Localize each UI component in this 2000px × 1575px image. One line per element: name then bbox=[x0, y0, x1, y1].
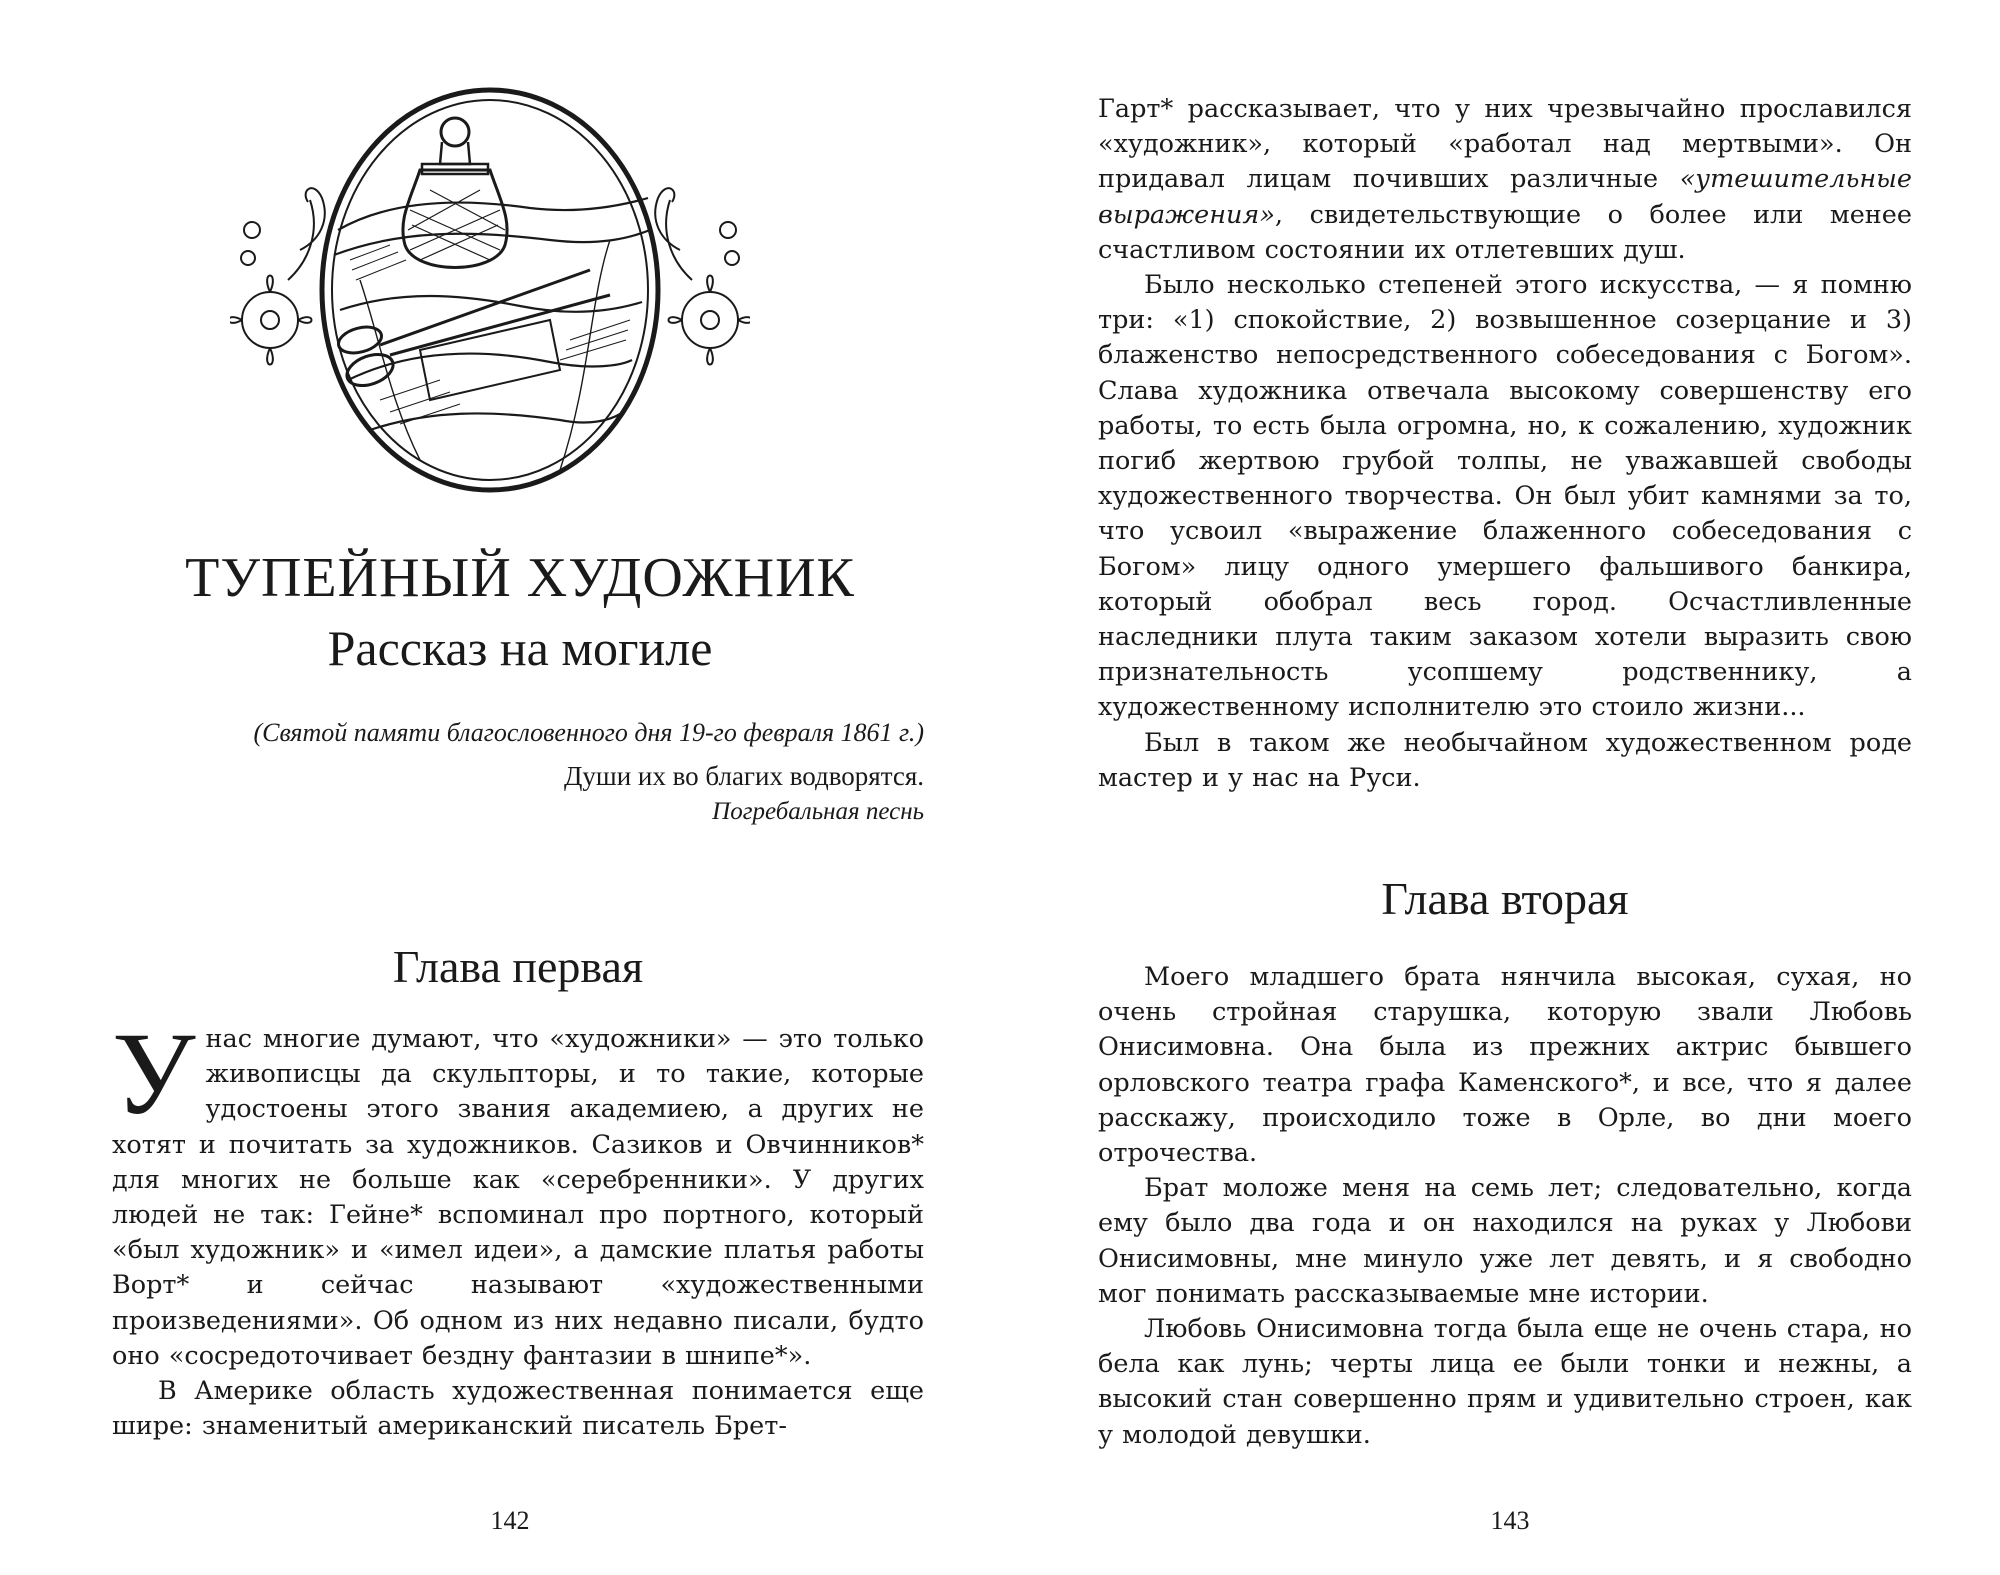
paragraph-continuation bbox=[1098, 92, 1912, 268]
chapter-title-second: Глава вторая bbox=[1381, 873, 1629, 924]
paragraph-nanny: Моего младшего брата нянчила высокая, сухая, но очень стройная старушка, которую звали Любовь Онисимовна. Она была из прежних актрис бывшего орловского театра графа Каменского*, и все, что я далее расскажу, происходило тоже в Орле, во дни моего отрочества. bbox=[1098, 962, 1912, 1169]
dedication: (Святой памяти благословенного дня 19-го февраля 1861 г.) bbox=[253, 718, 924, 747]
drop-cap: У bbox=[112, 1008, 196, 1139]
chapter-title-first: Глава первая bbox=[392, 941, 644, 992]
left-body-text bbox=[112, 1008, 924, 1444]
story-title: ТУПЕЙНЫЙ ХУДОЖНИК bbox=[185, 547, 855, 609]
paragraph-1-text: нас многие думают, что «художники» — это только живописцы да скульпторы, и то такие, которые удостоены этого звания академиею, а других не хотят и почитать за художников. Сазиков и Овчинников* для многих не больше как «серебренники». У других людей не так: Гейне* вспоминал про портного, который «был художник» и «имел идеи», а дамские платья работы Ворт* и сейчас называют «художественными произведениями». Об одном из них недавно писали, будто оно «сосредоточивает бездну фантазии в шнипе*». bbox=[112, 1024, 924, 1371]
right-lower-body-text bbox=[1098, 960, 1912, 1453]
story-subtitle: Рассказ на могиле bbox=[327, 620, 713, 676]
right-top-body-text bbox=[1098, 92, 1912, 796]
epigraph-text: Души их во благих водворятся. bbox=[563, 761, 924, 791]
inkwell-scissors-vignette-icon bbox=[230, 80, 750, 500]
page-number-left: 142 bbox=[490, 1506, 530, 1535]
page-number-right: 143 bbox=[1490, 1506, 1530, 1535]
paragraph-1 bbox=[112, 1008, 924, 1374]
paragraph-appearance: Любовь Онисимовна тогда была еще не очень стара, но бела как лунь; черты лица ее были тонки и нежны, а высокий стан совершенно прям и удивительно строен, как у молодой девушки. bbox=[1098, 1314, 1912, 1450]
paragraph-master: Был в таком же необычайном художественном роде мастер и у нас на Руси. bbox=[1098, 727, 1912, 793]
epigraph bbox=[112, 758, 924, 830]
paragraph-2: В Америке область художественная понимается еще шире: знаменитый американский писатель Брет- bbox=[112, 1376, 924, 1442]
right-page bbox=[1000, 0, 2000, 1575]
paragraph-continuation-end: , свидетельствующие о более или менее счастливом состоянии их отлетевших душ. bbox=[1098, 199, 1912, 265]
epigraph-source: Погребальная песнь bbox=[712, 798, 924, 825]
paragraph-continuation-start: Гарт* рассказывает, что у них чрезвычайно прославился «художник», который «работал над мертвыми». Он придавал лицам почивших различные bbox=[1098, 94, 1912, 195]
paragraph-brother: Брат моложе меня на семь лет; следовательно, когда ему было два года и он находился на руках у Любови Онисимовны, мне минуло уже лет девять, и я свободно мог понимать рассказываемые мне истории. bbox=[1098, 1173, 1912, 1309]
paragraph-degrees: Было несколько степеней этого искусства, — я помню три: «1) спокойствие, 2) возвышенное созерцание и 3) блаженство непосредственного собеседования с Богом». Слава художника отвечала высокому совершенству его работы, то есть была огромна, но, к сожалению, художник погиб жертвою грубой толпы, не уважавшей свободы художественного творчества. Он был убит камнями за то, что усвоил «выражение блаженного собеседования с Богом» лицу одного умершего фальшивого банкира, который обобрал весь город. Осчастливленные наследники плута таким заказом хотели выразить свою признательность усопшему родственнику, а художественному исполнителю это стоило жизни... bbox=[1098, 270, 1912, 723]
paragraph-continuation-italic: «утешительные выражения» bbox=[1098, 164, 1912, 230]
